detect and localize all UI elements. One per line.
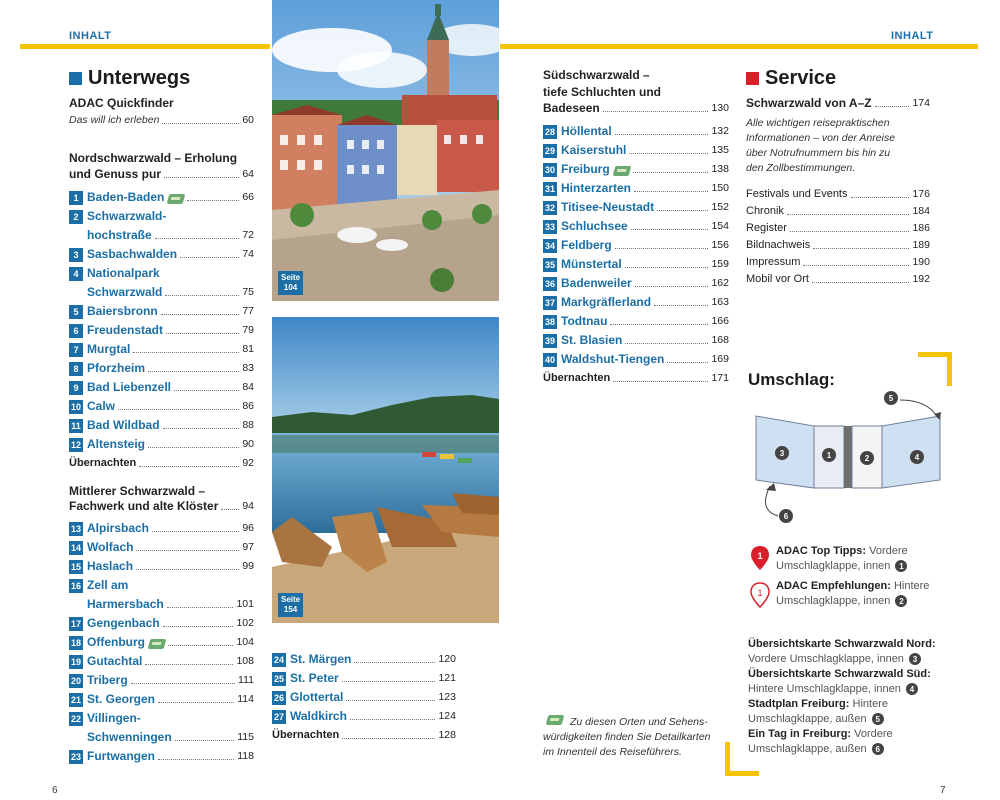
- entry-page: 159: [711, 258, 729, 270]
- entry-label-2: hochstraße: [87, 228, 152, 242]
- entry-number: 13: [69, 522, 83, 536]
- nord-title-row[interactable]: und Genuss pur 64: [69, 167, 254, 181]
- photo-schluchsee: [272, 317, 499, 623]
- entry-label: St. Georgen: [87, 692, 156, 706]
- map-icon: [167, 194, 186, 204]
- entry-label: Freudenstadt: [87, 323, 164, 337]
- toc-entry[interactable]: [69, 399, 254, 414]
- entry-page: 79: [242, 324, 254, 336]
- lake-illustration: [272, 317, 499, 623]
- sued-title-line1: Südschwarzwald –: [543, 68, 650, 82]
- toc-entry[interactable]: [69, 559, 254, 574]
- toc-entry[interactable]: [69, 190, 254, 205]
- num-circle-1: 1: [895, 560, 907, 572]
- service-entry[interactable]: Festivals und Events 176: [746, 188, 930, 200]
- toc-entry[interactable]: [543, 238, 729, 253]
- entry-number: 1: [69, 191, 83, 205]
- entry-page: 162: [711, 277, 729, 289]
- entry-page: 104: [236, 636, 254, 648]
- entry-page: 120: [438, 653, 456, 665]
- toc-entry[interactable]: [543, 295, 729, 310]
- fold-label-4: 4: [914, 453, 920, 462]
- toc-entry-line1[interactable]: [69, 578, 254, 593]
- entry-page: 72: [242, 229, 254, 241]
- entry-label: Bad Wildbad: [87, 418, 160, 432]
- service-az-row[interactable]: Schwarzwald von A–Z 174: [746, 96, 930, 110]
- entry-page: 102: [236, 617, 254, 629]
- toc-entry[interactable]: [543, 257, 729, 272]
- entry-number: 24: [272, 653, 286, 667]
- entry-number: 2: [69, 210, 83, 224]
- entry-number: 10: [69, 400, 83, 414]
- entry-page: 114: [237, 693, 254, 705]
- entry-label: Freiburg: [561, 162, 610, 176]
- toc-entry[interactable]: [69, 380, 254, 395]
- uebernachten-entry[interactable]: Übernachten 92: [69, 457, 254, 469]
- entry-number: 20: [69, 674, 83, 688]
- entry-label: Waldshut-Tiengen: [561, 352, 665, 366]
- entry-number: 4: [69, 267, 83, 281]
- uebernachten-entry[interactable]: Übernachten 128: [272, 729, 456, 741]
- cover-diagram: [748, 388, 948, 533]
- toc-entry[interactable]: [543, 352, 729, 367]
- entry-page: 99: [242, 560, 254, 572]
- entry-number: 8: [69, 362, 83, 376]
- entry-page: 66: [242, 191, 254, 203]
- header-right: INHALT: [891, 30, 934, 42]
- svg-text:1: 1: [757, 588, 763, 598]
- entry-number: 12: [69, 438, 83, 452]
- entry-label: Höllental: [561, 124, 612, 138]
- entry-label: Gutachtal: [87, 654, 143, 668]
- entry-label: St. Blasien: [561, 333, 623, 347]
- entry-page: 132: [711, 125, 729, 137]
- entry-label: Murgtal: [87, 342, 131, 356]
- entry-number: 19: [69, 655, 83, 669]
- entry-number: 9: [69, 381, 83, 395]
- town-square-illustration: [272, 0, 499, 301]
- entry-page: 156: [711, 239, 729, 251]
- toc-entry[interactable]: [272, 671, 456, 686]
- toc-entry[interactable]: [69, 749, 254, 764]
- page-number-left: 6: [52, 785, 58, 796]
- entry-label: Schwarzwald-: [87, 209, 167, 223]
- entry-label: Baiersbronn: [87, 304, 158, 318]
- nord-title-line1: Nordschwarzwald – Erholung: [69, 151, 238, 165]
- entry-page: 84: [242, 381, 254, 393]
- entry-page: 75: [242, 286, 254, 298]
- entry-number: 30: [543, 163, 557, 177]
- toc-entry[interactable]: [69, 654, 254, 669]
- entry-page: 124: [438, 710, 456, 722]
- sued-title-line2: tiefe Schluchten und: [543, 85, 662, 99]
- entry-page: 88: [242, 419, 254, 431]
- entry-page: 154: [711, 220, 729, 232]
- page-number-right: 7: [940, 785, 946, 796]
- toc-entry[interactable]: [69, 540, 254, 555]
- map-note: Zu diesen Orten und Sehens- würdigkeiten finden Sie Detailkarten im Innenteil des Reiseführers.: [543, 716, 711, 758]
- fold-label-2: 2: [864, 454, 870, 463]
- entry-page: 123: [438, 691, 456, 703]
- entry-page: 101: [236, 598, 254, 610]
- entry-label: Sasbachwalden: [87, 247, 178, 261]
- toc-entry[interactable]: [543, 333, 729, 348]
- entry-label: Zell am: [87, 578, 129, 592]
- entry-label-2: Schwenningen: [87, 730, 172, 744]
- entry-number: 17: [69, 617, 83, 631]
- entry-label: Baden-Baden: [87, 190, 165, 204]
- entry-number: 21: [69, 693, 83, 707]
- entry-number: 15: [69, 560, 83, 574]
- num-circle-3: 3: [909, 653, 921, 665]
- entry-label: Villingen-: [87, 711, 141, 725]
- entry-number: 5: [69, 305, 83, 319]
- empfehlungen-icon: [750, 582, 770, 613]
- entry-label: Titisee-Neustadt: [561, 200, 655, 214]
- entry-label: Markgräflerland: [561, 295, 652, 309]
- service-title: Service: [746, 67, 836, 90]
- entry-number: 14: [69, 541, 83, 555]
- toc-entry[interactable]: [87, 597, 254, 612]
- entry-number: 25: [272, 672, 286, 686]
- entry-label: Bad Liebenzell: [87, 380, 172, 394]
- entry-number: 22: [69, 712, 83, 726]
- toc-entry[interactable]: [87, 228, 254, 243]
- entry-label: Haslach: [87, 559, 134, 573]
- entry-page: 135: [711, 144, 729, 156]
- entry-number: 34: [543, 239, 557, 253]
- toc-entry-line1[interactable]: [69, 209, 254, 224]
- entry-page: 166: [711, 315, 729, 327]
- quickfinder-title: ADAC Quickfinder: [69, 96, 174, 110]
- entry-number: 32: [543, 201, 557, 215]
- service-entry[interactable]: Chronik 184: [746, 205, 930, 217]
- entry-number: 23: [69, 750, 83, 764]
- entry-number: 3: [69, 248, 83, 262]
- entry-label: Altensteig: [87, 437, 146, 451]
- toc-entry[interactable]: [69, 673, 254, 688]
- entry-page: 90: [242, 438, 254, 450]
- toc-entry[interactable]: [69, 418, 254, 433]
- map-icon: [148, 639, 167, 649]
- entry-number: 28: [543, 125, 557, 139]
- cover-fold-diagram: [748, 388, 948, 528]
- entry-number: 38: [543, 315, 557, 329]
- toc-entry[interactable]: [543, 314, 729, 329]
- blue-square-icon: [69, 72, 82, 85]
- entry-label: Feldberg: [561, 238, 612, 252]
- toc-entry[interactable]: [87, 730, 254, 745]
- entry-label: Furtwangen: [87, 749, 155, 763]
- num-circle-6: 6: [872, 743, 884, 755]
- umschlag-title: Umschlag:: [748, 370, 835, 389]
- toc-entry[interactable]: [543, 276, 729, 291]
- toc-entry[interactable]: [69, 437, 254, 452]
- entry-label: Hinterzarten: [561, 181, 632, 195]
- mittel-title-line1: Mittlerer Schwarzwald –: [69, 484, 206, 498]
- entry-number: 26: [272, 691, 286, 705]
- toc-entry[interactable]: [69, 342, 254, 357]
- toc-entry[interactable]: [69, 692, 254, 707]
- toc-entry[interactable]: [69, 323, 254, 338]
- entry-label: Pforzheim: [87, 361, 146, 375]
- entry-label: Triberg: [87, 673, 128, 687]
- top-tipps-text: ADAC Top Tipps: Vordere Umschlagklappe, innen 1: [776, 545, 908, 572]
- entry-page: 86: [242, 400, 254, 412]
- entry-page: 96: [242, 522, 254, 534]
- entry-label: Glottertal: [290, 690, 344, 704]
- entry-label: Schluchsee: [561, 219, 628, 233]
- num-circle-4: 4: [906, 683, 918, 695]
- num-circle-5: 5: [872, 713, 884, 725]
- sued-title-row[interactable]: Badeseen 130: [543, 101, 729, 115]
- entry-number: 6: [69, 324, 83, 338]
- toc-entry[interactable]: [69, 361, 254, 376]
- entry-number: 27: [272, 710, 286, 724]
- entry-number: 18: [69, 636, 83, 650]
- toc-entry-line1[interactable]: [69, 711, 254, 726]
- entry-label: St. Peter: [290, 671, 339, 685]
- entry-page: 97: [242, 541, 254, 553]
- mittel-title-row[interactable]: Fachwerk und alte Klöster 94: [69, 499, 254, 513]
- toc-entry[interactable]: [543, 200, 729, 215]
- entry-label: Gengenbach: [87, 616, 160, 630]
- toc-entry[interactable]: [543, 181, 729, 196]
- num-circle-2: 2: [895, 595, 907, 607]
- header-rule-right: [500, 44, 978, 49]
- entry-page: 118: [237, 750, 254, 762]
- entry-label-2: Harmersbach: [87, 597, 164, 611]
- entry-page: 168: [711, 334, 729, 346]
- entry-label: Waldkirch: [290, 709, 347, 723]
- toc-entry[interactable]: [69, 247, 254, 262]
- entry-label: Offenburg: [87, 635, 145, 649]
- entry-label: Münstertal: [561, 257, 622, 271]
- entry-label: Calw: [87, 399, 116, 413]
- entry-page: 108: [236, 655, 254, 667]
- entry-number: 31: [543, 182, 557, 196]
- toc-entry[interactable]: [272, 652, 456, 667]
- toc-entry[interactable]: [69, 635, 254, 650]
- top-tipps-icon: [750, 545, 770, 576]
- toc-entry[interactable]: [69, 304, 254, 319]
- entry-page: 121: [438, 672, 456, 684]
- entry-number: 40: [543, 353, 557, 367]
- toc-entry[interactable]: [272, 690, 456, 705]
- toc-entry-line1[interactable]: [69, 266, 254, 281]
- photo-freudenstadt: [272, 0, 499, 301]
- entry-page: 163: [711, 296, 729, 308]
- toc-entry[interactable]: [87, 285, 254, 300]
- fold-label-6: 6: [783, 512, 789, 521]
- entry-number: 33: [543, 220, 557, 234]
- service-entry[interactable]: Mobil vor Ort 192: [746, 273, 930, 285]
- unterwegs-title: Unterwegs: [69, 67, 190, 90]
- entry-page: 111: [238, 674, 254, 686]
- entry-number: 35: [543, 258, 557, 272]
- seite-badge-top: Seite 104: [278, 271, 303, 295]
- entry-number: 11: [69, 419, 83, 433]
- entry-page: 138: [711, 163, 729, 175]
- toc-entry[interactable]: [543, 124, 729, 139]
- entry-label: Kaiserstuhl: [561, 143, 627, 157]
- entry-page: 115: [237, 731, 254, 743]
- entry-page: 77: [242, 305, 254, 317]
- toc-entry[interactable]: [543, 143, 729, 158]
- toc-entry[interactable]: [69, 521, 254, 536]
- entry-number: 37: [543, 296, 557, 310]
- entry-label: Badenweiler: [561, 276, 632, 290]
- entry-label: Wolfach: [87, 540, 134, 554]
- service-az-desc: Alle wichtigen reisepraktischen Informationen – von der Anreise über Notrufnummern bis hin zu den Zollbestimmungen.: [746, 117, 896, 174]
- red-square-icon: [746, 72, 759, 85]
- entry-label: Nationalpark: [87, 266, 160, 280]
- entry-page: 150: [711, 182, 729, 194]
- cover-map-list: Übersichtskarte Schwarzwald Nord: Vordere Umschlagklappe, innen 3 Übersichtskarte Schwarzwald Süd: Hintere Umschlagklappe, innen 4 Stadtplan Freiburg: Hintere Umschlagklappe, außen 5 Ein Tag in Freiburg: Vordere Umschlagklappe, außen 6: [748, 638, 936, 755]
- svg-text:1: 1: [757, 551, 763, 561]
- empfehlungen-text: ADAC Empfehlungen: Hintere Umschlagklappe, innen 2: [776, 580, 930, 607]
- header-rule-left: [20, 44, 270, 49]
- entry-page: 169: [711, 353, 729, 365]
- fold-label-1: 1: [826, 451, 832, 460]
- seite-badge-bottom: Seite 154: [278, 593, 303, 617]
- uebernachten-entry[interactable]: Übernachten 171: [543, 372, 729, 384]
- toc-entry[interactable]: [69, 616, 254, 631]
- toc-entry[interactable]: [272, 709, 456, 724]
- entry-label: St. Märgen: [290, 652, 352, 666]
- entry-number: 16: [69, 579, 83, 593]
- service-entry[interactable]: Impressum 190: [746, 256, 930, 268]
- entry-label: Todtnau: [561, 314, 608, 328]
- quickfinder-row[interactable]: Das will ich erleben 60: [69, 114, 254, 126]
- service-entry[interactable]: Register 186: [746, 222, 930, 234]
- entry-page: 83: [242, 362, 254, 374]
- fold-label-5: 5: [888, 394, 894, 403]
- entry-label-2: Schwarzwald: [87, 285, 163, 299]
- entry-number: 29: [543, 144, 557, 158]
- entry-page: 74: [242, 248, 254, 260]
- toc-entry[interactable]: [543, 162, 729, 177]
- entry-page: 81: [242, 343, 254, 355]
- entry-page: 152: [711, 201, 729, 213]
- toc-entry[interactable]: [543, 219, 729, 234]
- corner-mark-top: [918, 352, 952, 386]
- header-left: INHALT: [69, 30, 112, 42]
- map-icon: [612, 166, 631, 176]
- entry-number: 7: [69, 343, 83, 357]
- service-entry[interactable]: Bildnachweis 189: [746, 239, 930, 251]
- fold-label-3: 3: [779, 449, 785, 458]
- entry-number: 39: [543, 334, 557, 348]
- entry-label: Alpirsbach: [87, 521, 150, 535]
- entry-number: 36: [543, 277, 557, 291]
